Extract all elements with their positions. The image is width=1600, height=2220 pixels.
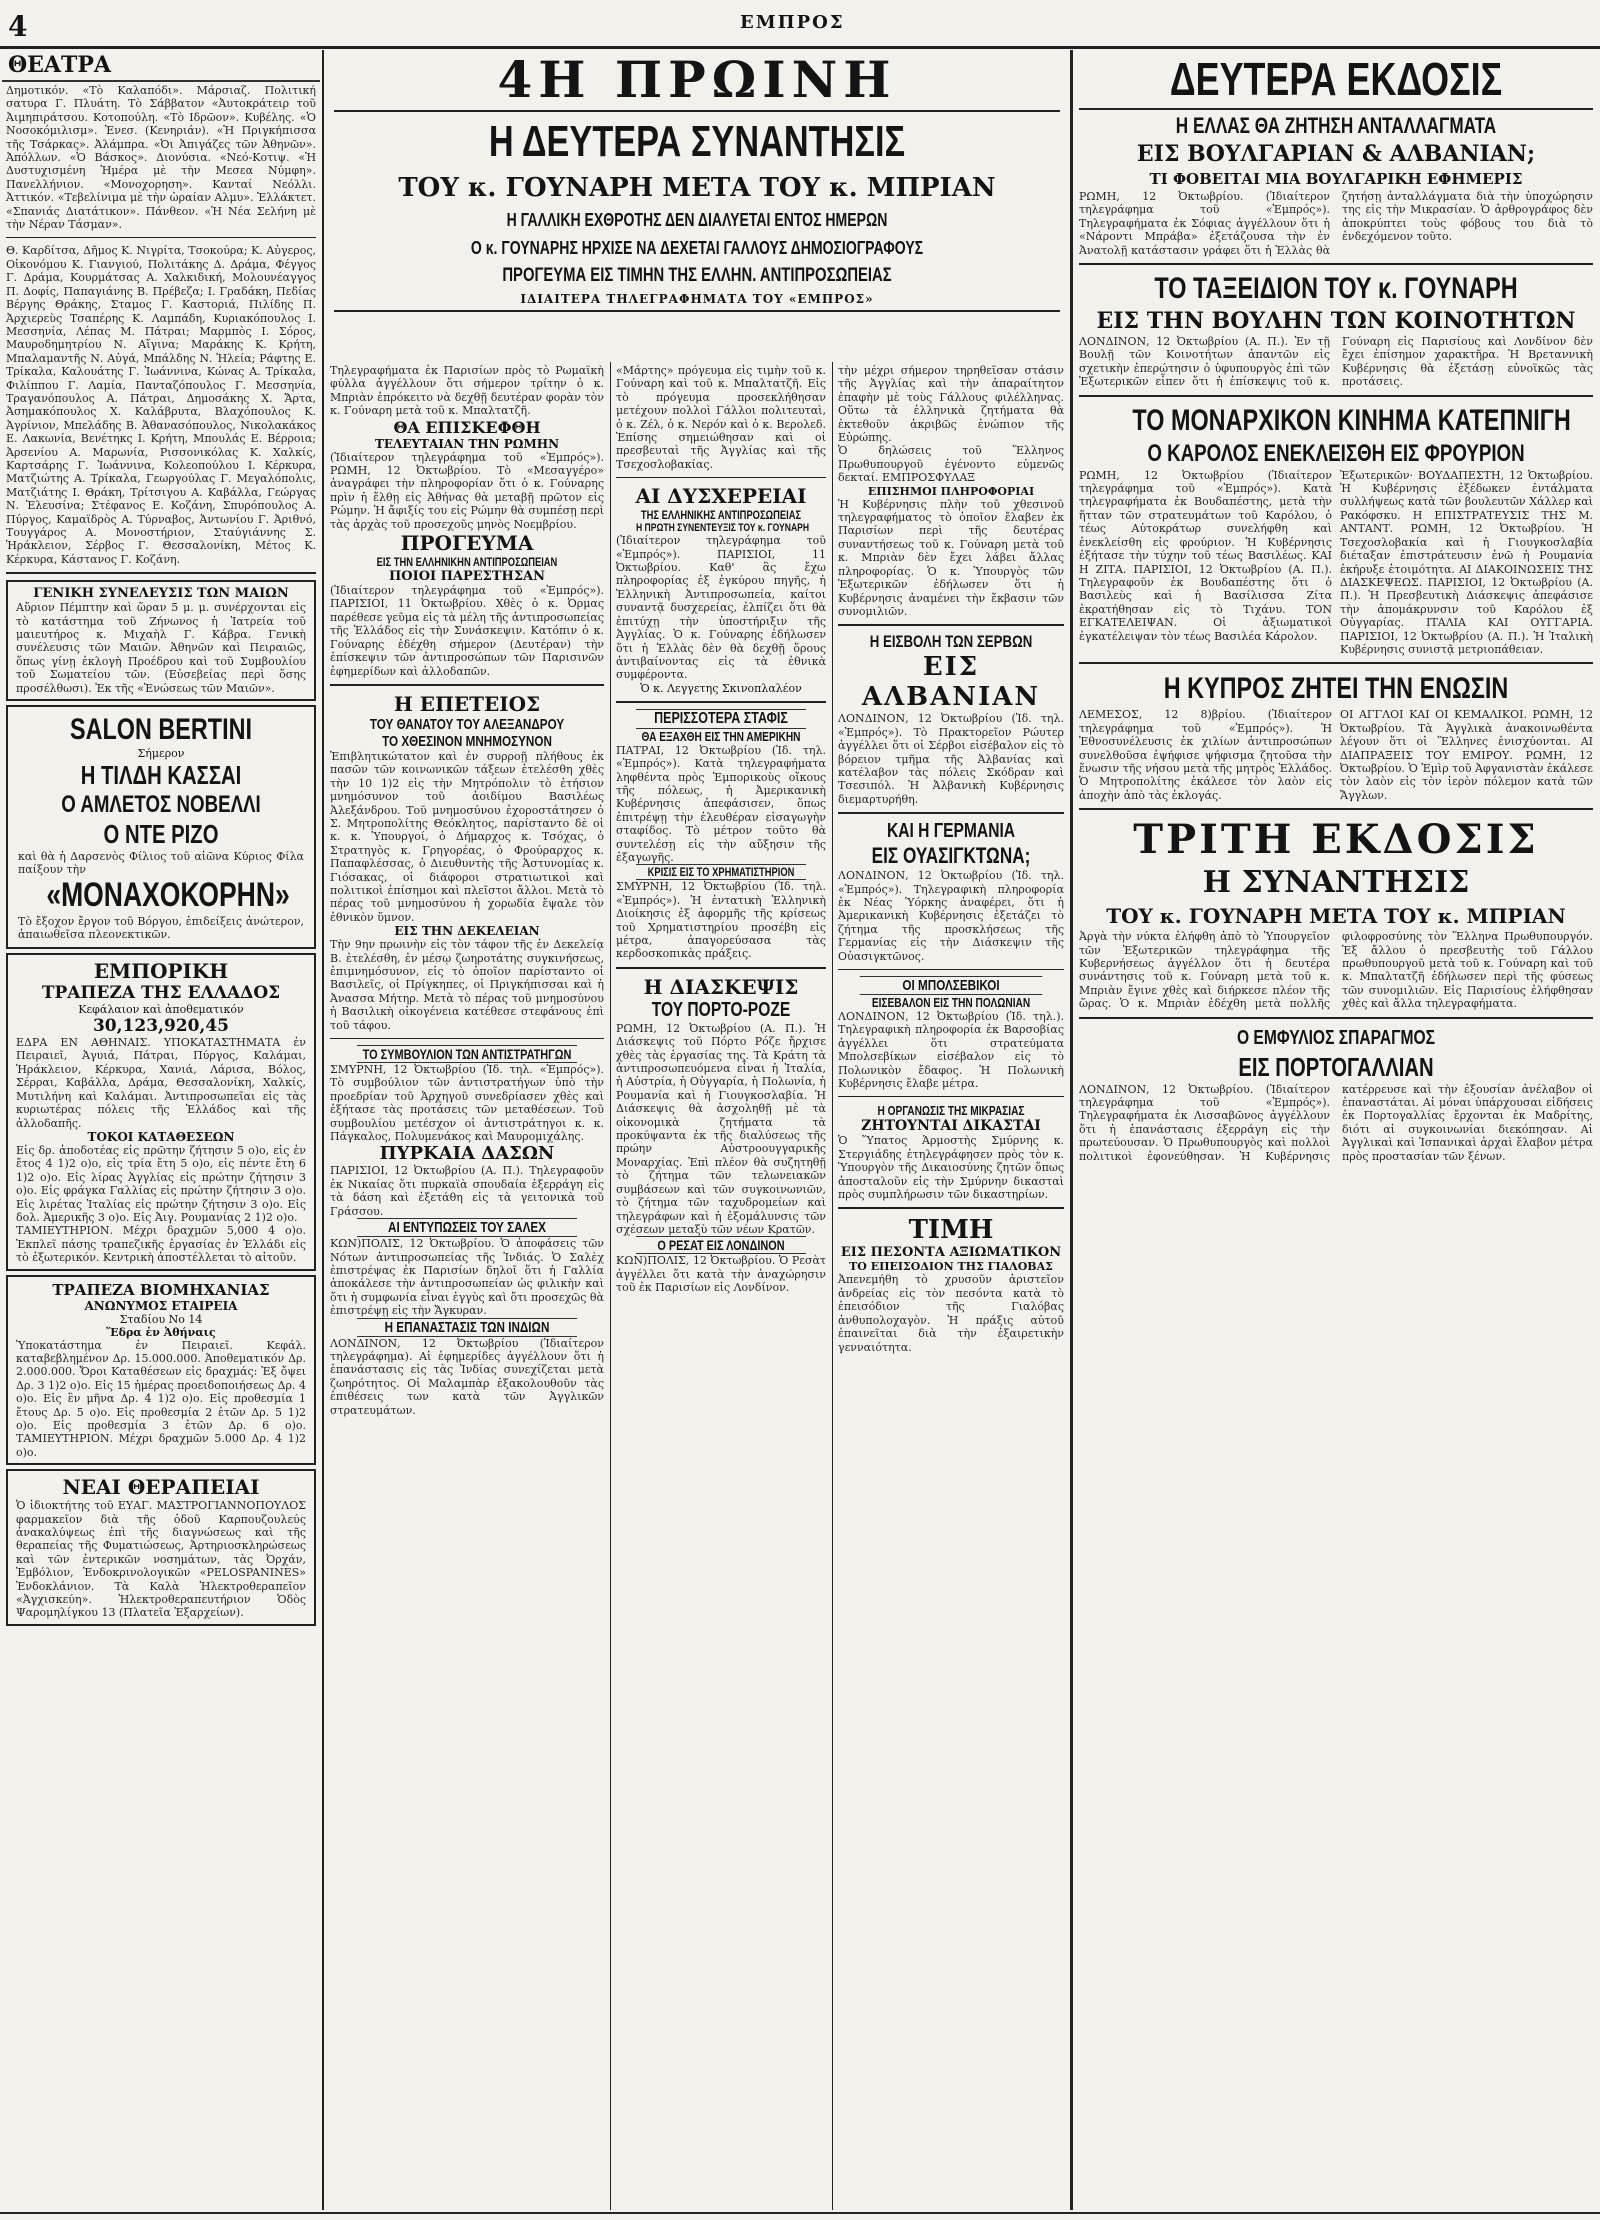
pharma-text: Ὁ ἰδιοκτήτης τοῦ ΕΥΑΓ. ΜΑΣΤΡΟΓΙΑΝΝΟΠΟΥΛΟΣ φαρμακεῖον διὰ τῆς ὁδοῦ Καρπουζουλεύς ἀνακαλύψεως ἐπὶ τῆς διαγνώσεως καὶ τῆς θεραπείας τῆς Φυματιώσεως, Ἀρτηριοσκληρώσεως καὶ τῶν ἐντερικῶν νοσημάτων, τὰς Ὀρχάν, Ἐμβόλιον, Ἐνδοκρινολογικῶν «PELOSPANINES» Ἐνδοκλάνιον. Τὰ Καλὰ Ἠλεκτροθεραπεῖον «Ἀγχισκεύη». Ἠλεκτροθεραπευτήριον Ὁδὸς Ψαρομηλίγκου 13 (Πλατεῖα Ἐξαρχείων).: [16, 1499, 306, 1620]
column-2b: [612, 364, 830, 2210]
impressions-text: ΚΩΝ)ΠΟΛΙΣ, 12 Ὀκτωβρίου. Ὁ ἀποφάσεις τῶν Νότων ἀντιπροσωπείας τῆς Ἰνδιάς. Ὁ Σαλὲχ ἐπιστρέψας ἐκ Παρισίων δηλοῖ ὅτι ἡ Γαλλία ἀποκάλεσε τὴν ἀντιπροσωπείαν ὡς φιλικὴν καὶ ὅτι ἡ συμφωνία εἶναι ἐγγὺς καὶ ὅτι προσεχῶς θὰ ἐπιστρέψῃ εἰς τὴν Ἄγκυραν.: [330, 1237, 604, 1318]
salon-sub: καὶ θὰ ἡ Δαρσενὸς Φίλιος τοῦ αἰῶνα Κύριος Φίλα παίξουν τὴν: [18, 850, 304, 877]
headline-line-6: ΙΔΙΑΙΤΕΡΑ ΤΗΛΕΓΡΑΦΗΜΑΤΑ ΤΟΥ «ΕΜΠΡΟΣ»: [520, 292, 874, 306]
dekeleia-text: Τὴν 9ην πρωινὴν εἰς τὸν τάφον τῆς ἐν Δεκελείᾳ Β. ἐτελέσθη, ἐν μέσῳ ζωηροτάτης συγκινήσεως, ἐπιμνημόσυνον, εἰς τὸ ὁποῖον παρίσταντο οἱ Βασιλεῖς, οἱ Πρίγκηπες, οἱ Πριγκήπισσαι καὶ ἡ Ἀνασσα Μήτηρ. Μετὰ τὸ πέρας τοῦ μνημοσύνου ἡ Βασιλικὴ οἰκογένεια κατέθεσε στεφάνους ἐπὶ τοῦ τάφου.: [330, 938, 604, 1032]
honor-sub-2: ΤΟ ΕΠΕΙΣΟΔΙΟΝ ΤΗΣ ΓΙΑΛΟΒΑΣ: [849, 1260, 1053, 1274]
bank-capital: 30,123,920,45: [92, 1016, 230, 1037]
army-title: ΤΟ ΣΥΜΒΟΥΛΙΟΝ ΤΩΝ ΑΝΤΙΣΤΡΑΤΗΓΩΝ: [357, 1045, 577, 1063]
column-rule: [322, 50, 324, 2210]
salon-show-1: Ο ΑΜΛΕΤΟΣ ΝΟΒΕΛΛΙ: [61, 791, 261, 819]
serbs-sub: ΕΙΣ ΑΛΒΑΝΙΑΝ: [861, 652, 1041, 713]
front-story-header: [326, 52, 1068, 362]
honor-title: ΤΙΜΗ: [908, 1215, 994, 1246]
currants-title: ΠΕΡΙΣΣΟΤΕΡΑ ΣΤΑΦΙΣ: [636, 709, 806, 729]
col3-lead: τὴν μέχρι σήμερον τηρηθεῖσαν στάσιν τῆς Ἀγγλίας καὶ τὴν ἀπαραίτητον ἐπαφὴν μὲ τοὺς Γάλλους φιλέλληνας. Οὕτω τὰ ἐλληνικὰ ζητήματα θὰ ἐκτεθοῦν ἀκριβῶς ἐνώπιον τῆς Εὐρώπης.: [838, 364, 1064, 445]
visit-title: ΘΑ ΕΠΙΣΚΕΦΘΗ: [393, 417, 541, 437]
monarchist-body: [1075, 469, 1597, 657]
column-right: [1075, 52, 1597, 2212]
honor-sub: ΕΙΣ ΠΕΣΟΝΤΑ ΑΞΙΩΜΑΤΙΚΟΝ: [840, 1245, 1062, 1261]
monarchist-title: ΤΟ ΜΟΝΑΡΧΙΚΟΝ ΚΙΝΗΜΑ ΚΑΤΕΠΝΙΓΗ: [1132, 403, 1571, 437]
paper-name: ΕΜΠΡΟΣ: [740, 12, 845, 33]
bank2-text: Ὑποκατάστημα ἐν Πειραιεῖ. Κεφάλ. καταβεβλημένον Δρ. 15.000.000. Ἀποθεματικόν Δρ. 2.000.000. Ὄροι Καταθέσεων εἰς δραχμάς: Ἐξ ὄψει Δρ. 3 1)2 ο)ο. Εἰς 15 ἡμέρας προειδοποιήσεως Δρ. 4 ο)ο. Εἰς ἓν μῆνα Δρ. 4 1)2 ο)ο. Εἰς προθεσμία 1 ἔτους Δρ. 5 ο)ο. Εἰς προθεσμία 2 ἐτῶν Δρ. 5 1)2 ο)ο. Εἰς προθεσμία 3 ἐτῶν Δρ. 6 ο)ο. ΤΑΜΙΕΥΤΗΡΙΟΝ. Μέχρι δραχμῶν 5.000 Δρ. 4 1)2 ο)ο.: [16, 1338, 306, 1459]
conference-sub: ΤΟΥ ΠΟΡΤΟ-ΡΟΖΕ: [651, 998, 791, 1021]
germany-text: ΛΟΝΔΙΝΟΝ, 12 Ὀκτωβρίου (Ἰδ. τηλ. «Ἐμπρός»). Τηλεγραφικὴ πληροφορία ἐκ Νέας Ὑόρκης ἀναφέρει, ὅτι ἡ Ἀμερικανικὴ Κυβέρνησις ἐξετάζει τὸ ζήτημα τῆς προσκλήσεως τῆς Γερμανίας εἰς τὴν Διάσκεψιν τῆς Οὐασιγκτῶνος.: [838, 869, 1064, 963]
dekeleia-title: ΕΙΣ ΤΗΝ ΔΕΚΕΛΕΙΑΝ: [394, 924, 540, 939]
monarchist-sub: Ο ΚΑΡΟΛΟΣ ΕΝΕΚΛΕΙΣΘΗ ΕΙΣ ΦΡΟΥΡΙΟΝ: [1147, 439, 1525, 467]
asia-minor-title: Η ΟΡΓΑΝΩΣΙΣ ΤΗΣ ΜΙΚΡΑΣΙΑΣ: [877, 1103, 1025, 1119]
headline-main: Η ΔΕΥΤΕΡΑ ΣΥΝΑΝΤΗΣΙΣ: [488, 117, 906, 166]
official-info-text: Ἡ Κυβέρνησις πλὴν τοῦ χθεσινοῦ τηλεγραφήματος τὸ ὁποῖον ἔλαβεν ἐκ Παρισίων περὶ τῆς δευτέρας συναντήσεως τοῦ κ. Γούναρη μετὰ τοῦ κ. Μπριὰν δὲν ἔχει λάβει ἄλλας πληροφορίας. Ὁ κ. Ὑπουργὸς τῶν Ἐξωτερικῶν ἐδήλωσεν ὅτι ἡ Κυβέρνησις ἀναμένει τὴν ἔκβασιν τῶν συνομιλιῶν.: [838, 497, 1064, 618]
masthead: [0, 4, 1600, 44]
bank2-ad: [6, 1275, 316, 1466]
bank-title: ΕΜΠΟΡΙΚΗ: [93, 959, 229, 984]
anniversary-text: Ἐπιβλητικώτατον καὶ ἐν συρροῇ πλήθους ἐκ πασῶν τῶν κοινωνικῶν τάξεων ἐτελέσθη χθὲς τὴν 10 1)2 εἰς τὴν Μητρόπολιν τὸ ἐτήσιον μνημόσυνον τοῦ ἀοιδίμου Βασιλέως Ἀλεξάνδρου. Τοῦ μνημοσύνου ἐχοροστάτησεν ὁ Σ. Μητροπολίτης Θεόκλητος, παρίσταντο δὲ οἱ κ. κ. Ὑπουργοί, ὁ Δήμαρχος κ. Τσόχας, ὁ Στρατηγὸς κ. Γρηγορέας, ὁ Φρούραρχος κ. Παπαφλέσσας, ὁ Διευθυντὴς τῆς Ἀστυνομίας κ. Γιόσακας, οἱ διάφοροι στρατιωτικοὶ καὶ πολιτικοὶ ἐπίσημοι καὶ πλεῖστοι ἄλλοι. Μετὰ τὸ πέρας τοῦ μνημοσύνου ἡ χορωδία ἔψαλε τὸν ἐθνικὸν ὕμνον.: [330, 749, 604, 924]
salon-title: SALON BERTINI: [69, 713, 253, 747]
third-ed-h1: Η ΣΥΝΑΝΤΗΣΙΣ: [1202, 865, 1470, 901]
salon-play: «ΜΟΝΑΧΟΚΟΡΗΝ»: [46, 876, 290, 915]
salon-show-2: Ο ΝΤΕ ΡΙΖΟ: [103, 819, 219, 850]
column-rule: [832, 362, 833, 2210]
difficulties-title: ΑΙ ΔΥΣΧΕΡΕΙΑΙ: [635, 484, 807, 509]
lunch-title: ΠΡΟΓΕΥΜΑ: [400, 531, 534, 556]
portugal-text: ΛΟΝΔΙΝΟΝ, 12 Ὀκτωβρίου. (Ἰδιαίτερον τηλεγράφημα τοῦ «Ἐμπρός»). Τηλεγραφήματα ἐκ Λισσαβῶνος ἀγγέλλουν ὅτι ἡ ἐπανάστασις ἐξερράγη εἰς τὴν πρωτεύουσαν. Ὁ Πρωθυπουργὸς καὶ πολλοὶ πολιτικοὶ ἐφονεύθησαν. Ἡ Κυβέρνησις κατέρρευσε καὶ τὴν ἐξουσίαν ἀνέλαβον οἱ ἐπαναστάται. Αἱ μόναι ὑπάρχουσαι εἰδήσεις ἐκ Πορτογαλλίας ἔρχονται ἐκ Μαδρίτης, διότι αἱ συγκοινωνίαι διεκόπησαν. Αἱ Ἀγγλικαὶ καὶ Ἰσπανικαὶ ἀρχαὶ ἔλαβον μέτρα πρὸς προστασίαν τῶν ξένων.: [1079, 1082, 1593, 1163]
bank-rates-title: ΤΟΚΟΙ ΚΑΤΑΘΕΣΕΩΝ: [87, 1129, 235, 1144]
monarchist-text-2: Ἐξωτερικῶν· ΒΟΥΔΑΠΕΣΤΗ, 12 Ὀκτωβρίου. Ἡ Κυβέρνησις ἐξέδωκεν ἐντάλματα συλλήψεως κατὰ τῶν βουλευτῶν Χάλλερ καὶ Ρακόφσκυ. Η ΕΠΙΣΤΡΑΤΕΥΣΙΣ ΤΗΣ Μ. ΑΝΤΑΝΤ. ΡΩΜΗ, 12 Ὀκτωβρίου. Ἡ Τσεχοσλοβακία καὶ ἡ Γιουγκοσλαβία διέταξαν ἐπιστράτευσιν ἐνῶ ἡ Ρουμανία ἐκήρυξε ἑτοιμότητα. ΑΙ ΔΙΑΚΟΙΝΩΣΕΙΣ ΤΗΣ ΔΙΑΣΚΕΨΕΩΣ. ΠΑΡΙΣΙΟΙ, 12 Ὀκτωβρίου (Α. Π.). Ἡ Πρεσβευτικὴ Διάσκεψις ἀπεφάσισε τὴν ἀπομάκρυνσιν τοῦ Καρόλου ἐξ Οὑγγαρίας. ΙΤΑΛΙΑ ΚΑΙ ΟΥΓΓΑΡΙΑ. ΠΑΡΙΣΙΟΙ, 12 Ὀκτωβρίου (Α. Π.). Ἡ Ἰταλικὴ Κυβέρνησις συνιστᾷ μετριοπάθειαν.: [1340, 468, 1593, 656]
assembly-text: Αὔριον Πέμπτην καὶ ὥραν 5 μ. μ. συνέρχονται εἰς τὸ κατάστημα τοῦ Ζήνωνος ἡ Ἰατρεία τοῦ μαιευτήρος κ. Μιχαὴλ Γ. Κάβρα. Γενικὴ συνέλευσις τῶν Μαιῶν. Ἀθηνῶν καὶ Πειραιῶς, ὅπως γίνῃ ἐκλογὴ Προέδρου καὶ τοῦ Συμβουλίου τοῦ Σωματείου τῶν. (Εὐσεβείας περὶ ὅσης προσέλθωσι). Ἐκ τῆς «Ἑνώσεως τῶν Μαιῶν».: [16, 601, 306, 695]
column-rule: [1070, 50, 1073, 2210]
third-ed-text: Ἀργὰ τὴν νύκτα ἐλήφθη ἀπὸ τὸ Ὑπουργεῖον τῶν Ἐξωτερικῶν τηλεγράφημα τῆς Κυβερνήσεως ἀγγέλλον ὅτι ἡ δευτέρα συνάντησις τοῦ κ. Γούναρη μετὰ τοῦ κ. Μπριὰν ἔγινε χθὲς καὶ διήρκεσε πλέον τῆς ὥρας. Ὁ κ. Μπριὰν ἐδέχθη μετὰ πολλῆς φιλοφροσύνης τὸν Ἕλληνα Πρωθυπουργόν. Ἐξ ἄλλου ὁ πρεσβευτὴς τοῦ Γάλλου πρωθυπουργοῦ μετὰ τοῦ κ. Γούναρη καὶ τοῦ κ. Μπαλτατζῆ ἐδήλωσεν περὶ τῆς φύσεως τῶν συνομιλιῶν. Εἰς Παρισίους ἐλήφθησαν χθὲς καὶ ἄλλα τηλεγραφήματα.: [1079, 930, 1593, 1011]
bank2-seat: Ἕδρα ἐν Ἀθήναις: [106, 1325, 216, 1339]
honor-text: Ἀπενεμήθη τὸ χρυσοῦν ἀριστεῖον ἀνδρείας εἰς τὸν πεσόντα κατὰ τὸ ἐπεισόδιον τῆς Γιαλόβας ἀνθυπολοχαγὸν. Ἡ πράξις αὐτοῦ ἐπαινεῖται διὰ τὴν ἐξαιρετικὴν γενναιότητα.: [838, 1273, 1064, 1354]
bank-ad: [6, 953, 316, 1271]
salon-note: Τὸ ἔξοχον ἔργον τοῦ Βόργου, ἐπιδείξεις ἀνώτερον, ἀπαιωθεῖσα πλεονεκτικῶν.: [18, 915, 304, 942]
crisis-title: ΚΡΙΣΙΣ ΕΙΣ ΤΟ ΧΡΗΜΑΤΙΣΤΗΡΙΟΝ: [636, 864, 806, 880]
story-lead-2: «Μάρτης» πρόγευμα εἰς τιμὴν τοῦ κ. Γούναρη καὶ τοῦ κ. Μπαλτατζῆ. Εἰς τὸ πρόγευμα προσεκλήθησαν μετέχουν πολλοὶ Γάλλοι πολιτευταὶ, ὁ κ. Ζέλ, ὁ κ. Νερόν καὶ ὁ κ. Βερολεδ. Ἐπίσης σημειώθησαν καὶ οἱ πρεσβευταὶ τῆς Ἀγγλίας καὶ τῆς Τσεχοσλοβακίας.: [616, 364, 826, 471]
currants-sub: ΘΑ ΕΞΑΧΘΗ ΕΙΣ ΤΗΝ ΑΜΕΡΙΚΗΝ: [641, 728, 801, 744]
cyprus-text-2: ΟΙ ΑΓΓΛΟΙ ΚΑΙ ΟΙ ΚΕΜΑΛΙΚΟΙ. ΡΩΜΗ, 12 Ὀκτωβρίου. Τὰ Ἀγγλικὰ ἀνακοινωθέντα λέγουν ὅτι οἱ Ἕλληνες ἐνισχύονται. ΑΙ ΔΙΑΠΡΑΞΕΙΣ ΤΟΥ ΕΜΙΡΟΥ. ΡΩΜΗ, 12 Ὀκτωβρίου. Ὁ Ἐμὶρ τοῦ Ἀφγανιστὰν ἐκάλεσε τὸν λαὸν εἰς τὸν ἱερὸν πόλεμον κατὰ τῶν Ἄγγλων.: [1340, 708, 1593, 802]
difficulties-sub-2: Η ΠΡΩΤΗ ΣΥΝΕΝΤΕΥΞΙΣ ΤΟΥ κ. ΓΟΥΝΑΡΗ: [635, 522, 810, 535]
salon-actress: Η ΤΙΛΔΗ ΚΑΣΣΑΙ: [80, 760, 242, 791]
trip-sub: ΕΙΣ ΤΗΝ ΒΟΥΛΗΝ ΤΩΝ ΚΟΙΝΟΤΗΤΩΝ: [1096, 308, 1576, 335]
asia-minor-text: Ὁ Ὕπατος Ἁρμοστὴς Σμύρνης κ. Στεργιάδης ἐτηλεγράφησεν πρὸς τὸν κ. Ὑπουργὸν τῆς Δικαιοσύνης ζητῶν ὅπως ἀποσταλοῦν εἰς τὴν Σμύρνην δικασταὶ πρὸς συμπλήρωσιν τῶν δικαστηρίων.: [838, 1134, 1064, 1202]
bank-subtitle: ΤΡΑΠΕΖΑ ΤΗΣ ΕΛΛΑΔΟΣ: [41, 983, 281, 1004]
roster-text: Θ. Καρδίτσα, Δῆμος Κ. Νιγρίτα, Τσοκούρα; Κ. Αὐγερος, Οἰκονόμου Κ. Γιανγιού, Πολιτάκης Δ. Δράμα, Φέγγος Γ. Δράμα, Κουρμάτσας Α. Χαλκιδική, Μολουνέαγγος Π. Δοφίς, Παπαγιάνης Β. Πρέβεζα; Ι. Γραδάκη, Πεδίας Βέργης Θράκης, Σταμος Γ. Καστοριά, Πιλίδης Π. Ἀρχιερεὺς Τσαπέρης Κ. Λαμπάδη, Κυριακόπουλος Ι. Μεσσηνία, Λέπας Μ. Πάτραι; Μαρμπὸς Ι. Σόρος, Μαυροδημητρίου Ν. Αἴγινα; Μαράκης Κ. Κρήτη, Μπαλαμαντῆς Ν. Αὐγά, Μπάλδης Ν. Ἠλεία; Ράφτης Ε. Τρίκαλα, Καλουάτης Γ. Ἰωάννινα, Κώνας Α. Τρίκαλα, Φιλίππου Γ. Λαμία, Πανταζόπουλος Γ. Μεσσηνία, Τραγανόπουλος Α. Πάτραι, Δημοσάκης Χ. Ἄρτα, Ἀσημακόπουλος Χ. Καλάβρυτα, Βλαχόπουλος Κ. Ἀγρίνιον, Μπελάδης Β. Ἀθανασόπουλος, Νικολακάκος Ε. Λακωνία, Βενέτηκς Ι. Κρήτη, Μπουλάς Ε. Βέρροια; Ἀρσενίου Α. Μαρωνία, Ρισσονικόλας Κ. Χαλκίς, Καρτσάρης Γ. Ἰωάννινα, Κολεοπούλου Ι. Κέρκυρα, Ματζιώτης Α. Τρίκαλα, Γεωργούλας Γ. Μεγαλόπολις, Ματζιάτης Ι. Θράκη, Τρίτσιγου Α. Καβάλλα, Γεώργας Ν. Ἐλευσίνα; Στέφανος Ε. Κοζάνη, Σπυρόπουλος Α. Πύργος, Καμαϊδρὸς Α. Τύρναβος, Ἀντωνίου Γ. Ἀριθνό, Τουγγάρος Α. Μονοστήριον, Σταύγιάννης Σ. Ἡράκλειον, Σέρβος Γ. Θεσσαλονίκη, Μέτος Κ. Κέρκυρα, Κάστανος Γ. Κοζάνη.: [6, 244, 316, 566]
second-ed-h1: Η ΕΛΛΑΣ ΘΑ ΖΗΤΗΣΗ ΑΝΤΑΛΛΑΓΜΑΤΑ: [1175, 113, 1497, 138]
bank2-subtitle: ΑΝΩΝΥΜΟΣ ΕΤΑΙΡΕΙΑ: [84, 1298, 238, 1313]
pharma-ad: [6, 1469, 316, 1626]
bank2-title: ΤΡΑΠΕΖΑ ΒΙΟΜΗΧΑΝΙΑΣ: [52, 1280, 270, 1299]
theatres-title: ΘΕΑΤΡΑ: [8, 52, 111, 78]
assembly-title: ΓΕΝΙΚΗ ΣΥΝΕΛΕΥΣΙΣ ΤΩΝ ΜΑΙΩΝ: [33, 586, 289, 602]
currants-text: ΠΑΤΡΑΙ, 12 Ὀκτωβρίου (Ἰδ. τηλ. «Ἐμπρός»). Κατὰ τηλεγραφήματα ληφθέντα πρὸς Ἐμπορικοὺς οἴκους τῆς πόλεως, ἡ Ἀμερικανικὴ Κυβέρνησις ἀπεφάσισεν, ὅπως ἐπιτρέψῃ τὴν ἐλευθέραν εἰσαγωγὴν σταφίδος. Τὸ μέτρον τοῦτο θὰ συντελέσῃ εἰς τὴν αὔξησιν τῆς ἐξαγωγῆς.: [616, 743, 826, 864]
visit-text: (Ἰδιαίτερον τηλεγράφημα τοῦ «Ἐμπρός»). ΡΩΜΗ, 12 Ὀκτωβρίου. Τὸ «Μεσαγγέρο» ἀναγράφει τὴν πληροφορίαν ὅτι ὁ κ. Γούναρης πρὶν ἡ ἔλθῃ εἰς Ἀθήνας θὰ μεταβῇ πρῶτον εἰς Ρώμην. Ἡ ἄφιξίς του εἰς Ρώμην θὰ συμπέσῃ περὶ τὰς ἀρχὰς τοῦ προσεχοῦς μηνὸς Νοεμβρίου.: [330, 450, 604, 531]
anniversary-sub: ΤΟΥ ΘΑΝΑΤΟΥ ΤΟΥ ΑΛΕΞΑΝΔΡΟΥ: [369, 715, 565, 733]
bank2-address: Σταδίου Νο 14: [119, 1312, 203, 1326]
trip-title: ΤΟ ΤΑΞΕΙΔΙΟΝ ΤΟΥ κ. ΓΟΥΝΑΡΗ: [1154, 272, 1518, 306]
germany-title: ΚΑΙ Η ΓΕΡΜΑΝΙΑ: [886, 820, 1016, 843]
headline-sub: ΤΟΥ κ. ΓΟΥΝΑΡΗ ΜΕΤΑ ΤΟΥ κ. ΜΠΡΙΑΝ: [398, 173, 996, 203]
serbs-text: ΛΟΝΔΙΝΟΝ, 12 Ὀκτωβρίου (Ἰδ. τηλ. «Ἐμπρός»). Τὸ Πρακτορεῖον Ρώυτερ ἀγγέλλει ὅτι οἱ Σέρβοι εἰσέβαλον εἰς τὸ βόρειον τμῆμα τῆς Ἀλβανίας καὶ κατέλαβον τὰς πόλεις Σκόδραν καὶ Τσεσιπόλ. Ἡ Ἀλβανικὴ Κυβέρνησις διεμαρτυρήθη.: [838, 712, 1064, 806]
difficulties-sub: ΤΗΣ ΕΛΛΗΝΙΚΗΣ ΑΝΤΙΠΡΟΣΩΠΕΙΑΣ: [640, 508, 802, 523]
portugal-title: Ο ΕΜΦΥΛΙΟΣ ΣΠΑΡΑΓΜΟΣ: [1236, 1026, 1436, 1049]
story-lead: Τηλεγραφήματα ἐκ Παρισίων πρὸς τὸ Ρωμαϊκὴ φύλλα ἀγγέλλουν ὅτι σήμερον τρίτην ὁ κ. Μπριὰν ἐπρόκειτο νὰ δεχθῇ δευτέραν φορὰν τὸν κ. Γούναρη μετὰ τοῦ κ. Μπαλτατζῆ.: [330, 364, 604, 418]
top-rule: [0, 46, 1600, 49]
fire-title: ΠΥΡΚΑΙΑ ΔΑΣΩΝ: [379, 1143, 555, 1165]
column-2a: [326, 364, 608, 2210]
assembly-notice: [6, 580, 316, 701]
anniversary-sub-2: ΤΟ ΧΘΕΣΙΝΟΝ ΜΝΗΜΟΣΥΝΟΝ: [382, 732, 552, 750]
bolsheviks-title: ΟΙ ΜΠΟΛΣΕΒΙΚΟΙ: [860, 976, 1043, 995]
portugal-sub: ΕΙΣ ΠΟΡΤΟΓΑΛΛΙΑΝ: [1238, 1051, 1434, 1082]
pharma-title: ΝΕΑΙ ΘΕΡΑΠΕΙΑΙ: [62, 1475, 260, 1500]
visit-sub: ΤΕΛΕΥΤΑΙΑΝ ΤΗΝ ΡΩΜΗΝ: [374, 436, 560, 451]
page-number: 4: [8, 10, 28, 43]
bank-capital-label: Κεφάλαιον καὶ ἀποθεματικόν: [78, 1003, 244, 1017]
lunch-sub-2: ΠΟΙΟΙ ΠΑΡΕΣΤΗΣΑΝ: [389, 569, 545, 585]
salon-today: Σήμερον: [137, 747, 185, 761]
col3-lead-2: Ὁ δηλώσεις τοῦ Ἕλληνος Πρωθυπουργοῦ ἐγένοντο εὐμενῶς δεκταί. ΕΜΠΡΟΣΦΥΛΑΞ: [838, 444, 1064, 485]
salon-ad: [6, 705, 316, 949]
difficulties-text: (Ἰδιαίτερον τηλεγράφημα τοῦ «Ἐμπρός»). ΠΑΡΙΣΙΟΙ, 11 Ὀκτωβρίου. Καθ' ἃς ἔχω πληροφορίας ἐξ ἐγκύρου πηγῆς, ἡ Ἑλληνικὴ Ἀντιπροσωπεία, καίτοι συναντᾷ δυσχερείας, ἐλπίζει ὅτι θὰ ἐπιτύχῃ τὴν ὑποστήριξιν τῆς Ἀγγλίας. Ὁ κ. Γούναρης ἐδήλωσεν ὅτι ἡ Ἑλλὰς δὲν θὰ δεχθῇ ὅρους ἀντιβαίνοντας εἰς τὰ ἐθνικὰ συμφέροντα.: [616, 534, 826, 682]
signature: Ὁ κ. Λεγγετης Σκινοπλαλέον: [640, 681, 802, 695]
bolsheviks-text: ΛΟΝΔΙΝΟΝ, 12 Ὀκτωβρίου (Ἰδ. τηλ.). Τηλεγραφικὴ πληροφορία ἐκ Βαρσοβίας ἀγγέλλει ὅτι στρατεύματα Μπολσεβίκων εἰσέβαλον εἰς τὸ Πολωνικὸν ἔδαφος. Ἡ Πολωνικὴ Κυβέρνησις ἔλαβε μέτρα.: [838, 1010, 1064, 1091]
second-edition-banner: ΔΕΥΤΕΡΑ ΕΚΔΟΣΙΣ: [1169, 53, 1503, 105]
lunch-text: (Ἰδιαίτερον τηλεγράφημα τοῦ «Ἐμπρός»). ΠΑΡΙΣΙΟΙ, 11 Ὀκτωβρίου. Χθὲς ὁ κ. Ὀρμας παρέθεσε γεῦμα εἰς τὰ μέλη τῆς ἀντιπροσωπείας τῆς Ἑλλάδος εἰς τὴν Συνάσκεψιν. Κατόπιν ὁ κ. Γούναρης ἐδέχθη σήμερον (Δευτέραν) τὴν ἐπίσκεψιν τῶν ἀντιπροσώπων τῶν Παρισινῶν ἐφημερίδων καὶ ἀλλοδαπῶν.: [330, 584, 604, 678]
third-ed-h2: ΤΟΥ κ. ΓΟΥΝΑΡΗ ΜΕΤΑ ΤΟΥ κ. ΜΠΡΙΑΝ: [1106, 904, 1566, 929]
bottom-rule: [0, 2212, 1600, 2214]
column-left: [2, 52, 320, 2212]
bank-text: ΕΔΡΑ ΕΝ ΑΘΗΝΑΙΣ. ΥΠΟΚΑΤΑΣΤΗΜΑΤΑ ἐν Πειραιεῖ, Ἀγυιά, Πάτραι, Πύργος, Καλάμαι, Ἡράκλειον, Κέρκυρα, Χανιά, Λάρισα, Βόλος, Σέρραι, Καβάλλα, Δράμα, Θεσσαλονίκη, Χαλκίς, Μυτιλήνη καὶ Καλάμαι. Ἀντιπροσωπεῖαι εἰς τὰς κυριωτέρας πόλεις τῆς Ἑλλάδος καὶ τῆς ἀλλοδαπῆς.: [16, 1036, 306, 1130]
second-ed-lead: ΡΩΜΗ, 12 Ὀκτωβρίου. (Ἰδιαίτερον τηλεγράφημα τοῦ «Ἐμπρός»). Τηλεγραφήματα ἐκ Σόφιας ἀγγέλλουν ὅτι ἡ «Νάροντι Μπράβα» ἐξετάζουσα τὴν ἐν Ἀνατολῇ κατάστασιν γράφει ὅτι ἡ Ἑλλὰς θὰ ζητήσῃ ἀνταλλάγματα διὰ τὴν ὑποχώρησιν της εἰς τὴν Μικρασίαν. Ὁ ἀρθρογράφος δὲν ἀποκρύπτει τοὺς φόβους του διὰ τὸ ἐνδεχόμενον τοῦτο.: [1079, 190, 1593, 257]
impressions-title: ΑΙ ΕΝΤΥΠΩΣΕΙΣ ΤΟΥ ΣΑΛΕΧ: [357, 1218, 577, 1237]
theatres-listing: Δημοτικόν. «Τὸ Καλαπόδι». Μάρσιαζ. Πολιτική σατυρα Γ. Πλυάτη. Τὸ Σάββατον «Ἀυτοκράτειρ τοῦ Ἀιμηπιράτσου. Κοτοπούλη. «Τὸ Ιδρῶον». Κυβέλης. «Ὁ Νοσοκόμιλισμ». Ἐνεσ. (Κενηριάν). «Ἡ Πριγκήπισσα τῆς Τσάρκας». Ἀλάμπρα. «Ὀι Ἀπιγάζες τῶν Ἀθηνῶν». Ἀπόλλων. «Ὁ Βάσκος». Διονύσια. «Νεό-Κοτιψ. «Ἡ Δυστυχισμένη Ἡμέρα μὲ τὴν Μεσεα Νύμφη». Πανελλήνιον. «Μονοχορηση». Κανταί Νεόλλι. Ἀττικόν. «Τεβελίνιμα μὲ τὴν ὠραίαν Αλμυ». Ἑλλάκτετ. «Σπανιάς Διατάτικον». Πάνθεον. «Ἡ Νέα Σελήνη μὲ τὴν Νέραν Τάσμαν».: [6, 84, 316, 232]
cyprus-body: [1075, 708, 1597, 802]
column-3: [834, 364, 1068, 2210]
india-title: Η ΕΠΑΝΑΣΤΑΣΙΣ ΤΩΝ ΙΝΔΙΩΝ: [357, 1318, 577, 1337]
headline-line-5: ΠΡΟΓΕΥΜΑ ΕΙΣ ΤΙΜΗΝ ΤΗΣ ΕΛΛΗΝ. ΑΝΤΙΠΡΟΣΩΠΕΙΑΣ: [502, 265, 892, 286]
second-ed-h3: ΤΙ ΦΟΒΕΙΤΑΙ ΜΙΑ ΒΟΥΛΓΑΡΙΚΗ ΕΦΗΜΕΡΙΣ: [1149, 170, 1523, 188]
resat-text: ΚΩΝ)ΠΟΛΙΣ, 12 Ὀκτωβρίου. Ὁ Ρεσὰτ ἀγγέλλει ὅτι κατὰ τὴν ἀναχώρησιν τοῦ ἐκ Παρισίων εἰς Λονδίνον.: [616, 1254, 826, 1295]
lunch-sub: ΕΙΣ ΤΗΝ ΕΛΛΗΝΙΚΗΝ ΑΝΤΙΠΡΟΣΩΠΕΙΑΝ: [376, 555, 558, 570]
bank-savings: ΤΑΜΙΕΥΤΗΡΙΟΝ. Μέχρι δραχμῶν 5,000 4 ο)ο. Ἐκπλεῖ πάσης τραπεζικῆς ἐργασίας ἐν Ἑλλάδι εἰς τὸ ἐξωτερικόν. Κεντρικὴ ἀποστέλλεται τὸ αἰτοῦν.: [16, 1224, 306, 1265]
edition-banner: 4Η ΠΡΩΙΝΗ: [497, 52, 897, 109]
bolsheviks-sub: ΕΙΣΕΒΑΛΟΝ ΕΙΣ ΤΗΝ ΠΟΛΩΝΙΑΝ: [871, 995, 1031, 1010]
army-text: ΣΜΥΡΝΗ, 12 Ὀκτωβρίου (Ἰδ. τηλ. «Ἐμπρός»). Τὸ συμβούλιον τῶν ἀντιστρατήγων ὑπὸ τὴν προεδρίαν τοῦ Ἀρχηγοῦ συνεδρίασεν χθὲς καὶ ἐξήτασε τὰς προτάσεις τῶν μεταθέσεων. Τοῦ συμβουλίου μετέσχον οἱ ἀντιστράτηγοι κ. κ. Πάγκαλος, Πολυμενάκος καὶ Μαυρομιχάλης.: [330, 1063, 604, 1144]
crisis-text: ΣΜΥΡΝΗ, 12 Ὀκτωβρίου (Ἰδ. τηλ. «Ἐμπρός»). Ἡ ἐντατικὴ Ἑλληνικὴ Διοίκησις ἐξ ἀφορμῆς τῆς κρίσεως τοῦ Χρηματιστηρίου προσέβη εἰς μέτρα, ἀπαγορεύσασα τὰς κερδοσκοπικὰς πράξεις.: [616, 880, 826, 961]
third-edition-banner: ΤΡΙΤΗ ΕΚΔΟΣΙΣ: [1133, 816, 1539, 864]
trip-text: ΛΟΝΔΙΝΟΝ, 12 Ὀκτωβρίου (Α. Π.). Ἐν τῇ Βουλῇ τῶν Κοινοτήτων ἀπαντῶν εἰς σχετικὴν ἐπερώτησιν ὁ ὑφυπουργὸς ἐπὶ τῶν Ἐξωτερικῶν εἶπεν ὅτι ἡ ἐπίσκεψις τοῦ κ. Γούναρη εἰς Παρισίους καὶ Λονδίνον δὲν ἔχει ἐπίσημον χαρακτῆρα. Ἡ Βρεταννικὴ Κυβέρνησις θὰ ἐξετάσῃ εὐνοϊκῶς τὰς προτάσεις.: [1079, 335, 1593, 389]
official-info-title: ΕΠΙΣΗΜΟΙ ΠΛΗΡΟΦΟΡΙΑΙ: [867, 484, 1035, 498]
asia-minor-sub: ΖΗΤΟΥΝΤΑΙ ΔΙΚΑΣΤΑΙ: [861, 1118, 1041, 1135]
monarchist-text: ΡΩΜΗ, 12 Ὀκτωβρίου (Ἰδιαίτερον τηλεγράφημα τοῦ «Ἐμπρός»). Κατὰ τηλεγραφήματα ἐκ Βουδαπέστης, μετὰ τὴν ἥτταν τῶν στρατευμάτων τοῦ Καρόλου, ὁ τέως Αὐτοκράτωρ συνελήφθη καὶ ἐνεκλείσθη εἰς φρούριον. Ἡ Κυβέρνησις ἐξήτασε τὴν τύχην τοῦ τέως Βασιλέως. ΚΑΙ Η ΖΙΤΑ. ΠΑΡΙΣΙΟΙ, 12 Ὀκτωβρίου (Α. Π.). Τηλεγραφοῦν ἐκ Βουδαπέστης ὅτι ὁ Βασιλεὺς καὶ ἡ Βασίλισσα Ζίτα ἐκρατήθησαν εἰς τὸ Τιχάνυ. ΤΟΝ ΕΓΚΑΤΕΛΕΙΨΑΝ. Οἱ ἀξιωματικοὶ ἐγκατέλειψαν τὸν τέως Βασιλέα Κάρολον.: [1079, 468, 1332, 643]
fire-text: ΠΑΡΙΣΙΟΙ, 12 Ὀκτωβρίου (Α. Π.). Τηλεγραφοῦν ἐκ Νικαίας ὅτι πυρκαϊὰ σπουδαία ἐξερράγη εἰς τὰ δάση καὶ ἐξετάθη εἰς τὰ γειτονικὰ τοῦ Γράσσου.: [330, 1164, 604, 1218]
anniversary-title: Η ΕΠΕΤΕΙΟΣ: [393, 691, 541, 716]
conference-text: ΡΩΜΗ, 12 Ὀκτωβρίου (Α. Π.). Ἡ Διάσκεψις τοῦ Πόρτο Ρόζε ἤρχισε χθὲς τὰς ἐργασίας της. Τὰ Κράτη τὰ ἀντιπροσωπευόμενα εἶναι ἡ Ἰταλία, ἡ Αὐστρία, ἡ Οὑγγαρία, ἡ Πολωνία, ἡ Ρουμανία καὶ ἡ Γιουγκοσλαβία. Ἡ Διάσκεψις θὰ ἀσχοληθῇ μὲ τὰ οἰκονομικὰ ζητήματα τὰ προκύψαντα ἐκ τῆς διαλύσεως τῆς πρώην Αὐστροουγγαρικῆς Μοναρχίας. Ἐπὶ πλέον θὰ συζητηθῇ τὸ ζήτημα τῶν τελωνειακῶν συμβάσεων καὶ τῶν συγκοινωνιῶν, τὸ ζήτημα τῶν ταχυδρομείων καὶ τηλεγράφων καὶ ἡ ἐξομάλυνσις τῶν σχέσεων μεταξὺ τῶν νέων Κρατῶν.: [616, 1021, 826, 1236]
serbs-title: Η ΕΙΣΒΟΛΗ ΤΩΝ ΣΕΡΒΩΝ: [869, 632, 1033, 652]
headline-line-4: Ο κ. ΓΟΥΝΑΡΗΣ ΗΡΧΙΣΕ ΝΑ ΔΕΧΕΤΑΙ ΓΑΛΛΟΥΣ ΔΗΜΟΣΙΟΓΡΑΦΟΥΣ: [470, 238, 924, 258]
india-text: ΛΟΝΔΙΝΟΝ, 12 Ὀκτωβρίου (Ἰδιαίτερον τηλεγράφημα). Αἱ ἐφημερίδες ἀγγέλλουν ὅτι ἡ ἐπανάστασις εἰς τὰς Ἰνδίας συνεχίζεται μετὰ ζωηρότητος. Οἱ Μαλαμπὰρ ἐξακολουθοῦν τὰς ἐπιθέσεις των κατὰ τῶν Ἀγγλικῶν στρατευμάτων.: [330, 1336, 604, 1417]
conference-title: Η ΔΙΑΣΚΕΨΙΣ: [643, 974, 799, 999]
resat-title: Ο ΡΕΣΑΤ ΕΙΣ ΛΟΝΔΙΝΟΝ: [636, 1236, 806, 1254]
second-ed-h2: ΕΙΣ ΒΟΥΛΓΑΡΙΑΝ & ΑΛΒΑΝΙΑΝ;: [1136, 141, 1536, 167]
cyprus-text: ΛΕΜΕΣΟΣ, 12 8)βρίου. (Ἰδιαίτερον τηλεγράφημα τοῦ «Ἐμπρός»). Ἡ Ἐθνοσυνέλευσις ἐκ χιλίων ἀντιπροσώπων συνελθοῦσα ἐψήφισε ψήφισμα ζητοῦσα τὴν ἕνωσιν τῆς νήσου μετὰ τῆς μητρὸς Ἑλλάδος. Ὁ Μητροπολίτης ἐκάλεσε τὸν λαὸν εἰς ἀποχὴν ἀπὸ τὰς ἐκλογάς.: [1079, 708, 1332, 802]
cyprus-title: Η ΚΥΠΡΟΣ ΖΗΤΕΙ ΤΗΝ ΕΝΩΣΙΝ: [1163, 672, 1509, 706]
germany-sub: ΕΙΣ ΟΥΑΣΙΓΚΤΩΝΑ;: [871, 843, 1031, 869]
bank-rates-text: Εἰς δρ. ἀποδοτέας εἰς πρῶτην ζήτησιν 5 ο)ο, εἰς ἐν ἔτος 4 1)2 ο)ο, εἰς τρία ἔτη 5 ο)ο, εἰς πέντε ἔτη 6 1)2 ο)ο. Εἰς λίρας Ἀγγλίας εἰς πρώτην ζήτησιν 3 ο)ο. Εἰς φράγκα Γαλλίας εἰς πρώτην ζήτησιν 3 ο)ο. Εἰς λιρέτας Ἰταλίας εἰς πρώτην ζήτησιν 3 ο)ο. Εἰς δολ. Ἀμερικῆς 3 ο)ο. Εἰς Ἀιγ. Ρουμανίας 2 1)2 ο)ο.: [16, 1143, 306, 1224]
column-rule: [610, 362, 611, 2210]
headline-line-3: Η ΓΑΛΛΙΚΗ ΕΧΘΡΟΤΗΣ ΔΕΝ ΔΙΑΛΥΕΤΑΙ ΕΝΤΟΣ ΗΜΕΡΩΝ: [506, 210, 888, 230]
